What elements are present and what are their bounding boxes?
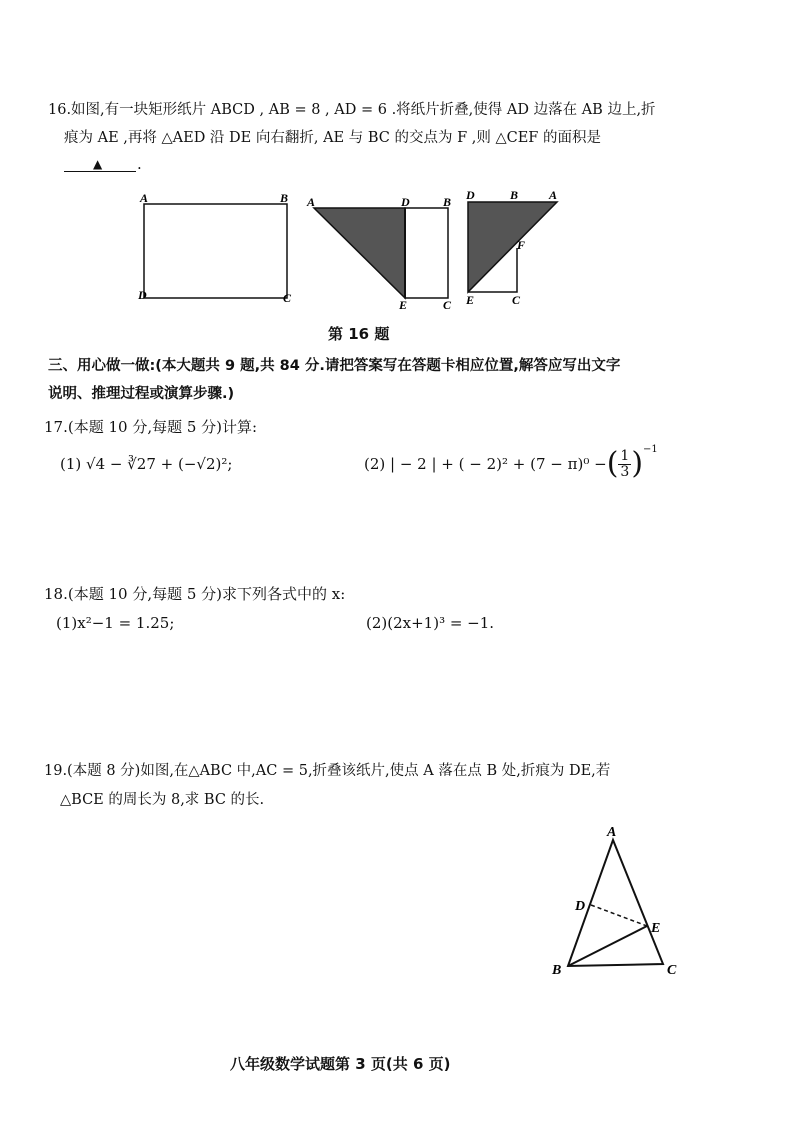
label-D: D xyxy=(466,188,475,202)
negative-one-exponent: −1 xyxy=(643,444,658,455)
q17-part1: (1) √4 − ∛27 + (−√2)²; xyxy=(60,455,233,473)
label-C: C xyxy=(667,963,677,978)
q18-part1: (1)x²−1 = 1.25; xyxy=(56,614,175,632)
label-A: A xyxy=(307,195,316,209)
q17-part2-expression: (2) | − 2 | + ( − 2)² + (7 − π)⁰ − xyxy=(364,455,607,473)
q16-line2: 痕为 AE ,再将 △AED 沿 DE 向右翻折, AE 与 BC 的交点为 F ,则 △CEF 的面积是 xyxy=(64,130,601,146)
q16-figure-fold2 xyxy=(462,186,562,312)
blank-triangle-mark: ▲ xyxy=(93,157,103,171)
fraction-denominator: 3 xyxy=(620,463,630,480)
label-C: C xyxy=(443,298,452,312)
label-C: C xyxy=(283,291,292,305)
q19-line1: 19.(本题 8 分)如图,在△ABC 中,AC = 5,折叠该纸片,使点 A 落在点 B 处,折痕为 DE,若 xyxy=(44,763,611,779)
label-B: B xyxy=(510,188,519,202)
section3-heading-line1: 三、用心做一做:(本大题共 9 题,共 84 分.请把答案写在答题卡相应位置,解答应写出文字 xyxy=(48,358,621,374)
label-A: A xyxy=(549,188,558,202)
label-D: D xyxy=(138,288,147,302)
section3-heading-line2: 说明、推理过程或演算步骤.) xyxy=(48,386,235,402)
label-B: B xyxy=(443,195,452,209)
q17-part2: (2) | − 2 | + ( − 2)² + (7 − π)⁰ − ( $\frac{1}{3}$ ) −1 xyxy=(364,444,658,481)
label-A: A xyxy=(140,191,149,205)
q18-part2: (2)(2x+1)³ = −1. xyxy=(366,614,495,632)
q16-figure-caption: 第 16 题 xyxy=(328,325,390,343)
q18-heading: 18.(本题 10 分,每题 5 分)求下列各式中的 x: xyxy=(44,585,346,603)
q19-line2: △BCE 的周长为 8,求 BC 的长. xyxy=(60,792,265,808)
q16-line1: 16.如图,有一块矩形纸片 ABCD , AB = 8 , AD = 6 .将纸片折叠,使得 AD 边落在 AB 边上,折 xyxy=(48,102,656,118)
label-D: D xyxy=(575,899,586,914)
q16-period: . xyxy=(137,155,142,173)
label-D: D xyxy=(401,195,410,209)
label-E: E xyxy=(466,293,475,307)
one-third-fraction xyxy=(618,449,631,480)
q16-figure-fold1 xyxy=(300,186,465,312)
label-C: C xyxy=(512,293,521,307)
label-B: B xyxy=(552,963,562,978)
label-A: A xyxy=(607,825,617,840)
q19-triangle-figure xyxy=(545,822,690,982)
q16-figure-rectangle xyxy=(130,186,305,308)
q17-heading: 17.(本题 10 分,每题 5 分)计算: xyxy=(44,418,258,436)
label-F: F xyxy=(517,238,526,252)
label-E: E xyxy=(399,298,408,312)
label-B: B xyxy=(280,191,289,205)
label-E: E xyxy=(651,921,661,936)
page-footer: 八年级数学试题第 3 页(共 6 页) xyxy=(230,1055,451,1073)
fraction-numerator: 1 xyxy=(620,447,630,464)
